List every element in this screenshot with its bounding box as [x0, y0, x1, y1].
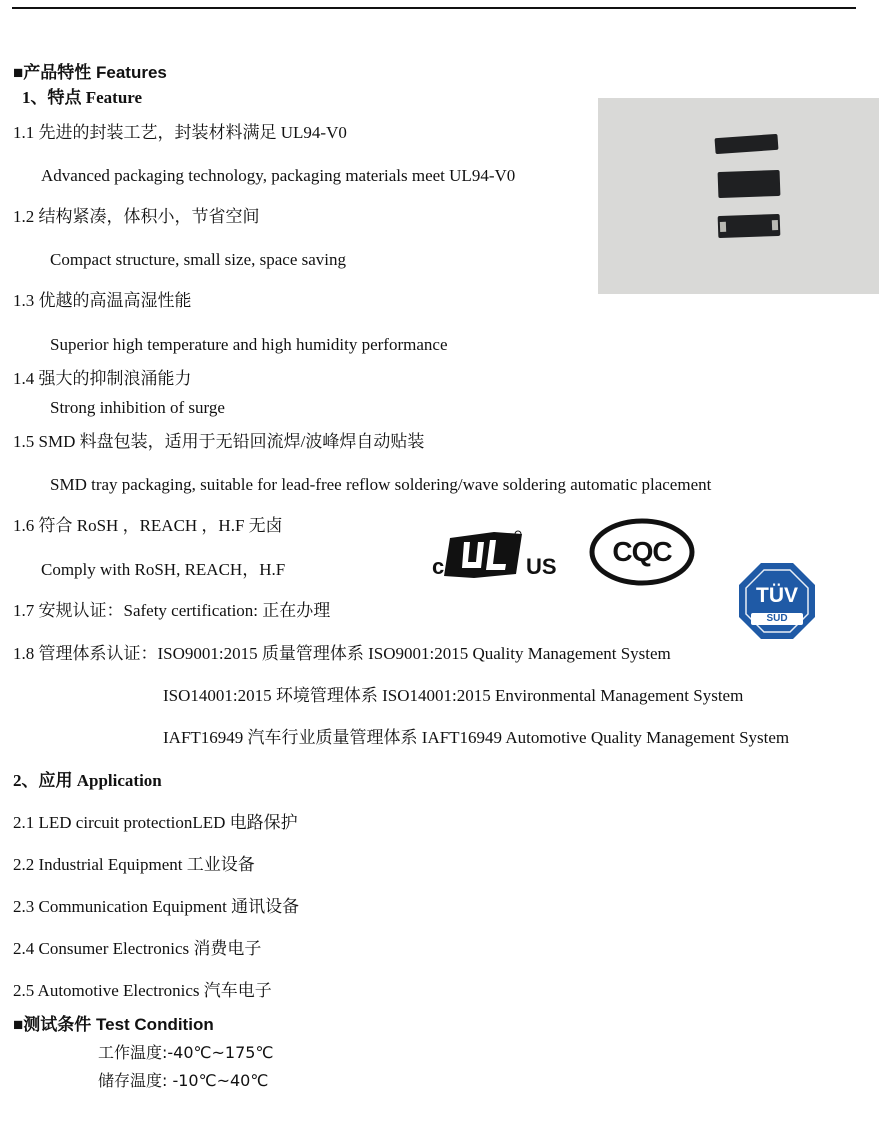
feature-subheading: 1、特点 Feature	[22, 88, 143, 107]
application-3: 2.3 Communication Equipment 通讯设备	[13, 897, 300, 916]
tuv-label: TÜV	[756, 584, 798, 607]
component-3	[718, 214, 781, 238]
tuv-sud-label: SÜD	[766, 613, 788, 624]
storage-temperature: 储存温度: -10℃~40℃	[98, 1071, 269, 1090]
header-rule	[12, 7, 856, 9]
feature-3-cn: 1.3 优越的高温高湿性能	[13, 291, 192, 310]
features-heading: ■产品特性 Features	[13, 63, 167, 82]
feature-4-cn: 1.4 强大的抑制浪涌能力	[13, 369, 192, 388]
feature-2-cn: 1.2 结构紧凑，体积小，节省空间	[13, 207, 260, 226]
operating-temperature: 工作温度:-40℃~175℃	[98, 1043, 274, 1062]
feature-5-cn: 1.5 SMD 料盘包装，适用于无铅回流焊/波峰焊自动贴装	[13, 432, 425, 451]
cqc-logo	[589, 518, 695, 586]
feature-3-en: Superior high temperature and high humidity performance	[50, 335, 448, 354]
feature-5-en: SMD tray packaging, suitable for lead-free reflow soldering/wave soldering automatic placement	[50, 475, 712, 494]
product-photo	[598, 98, 879, 294]
cul-c-label: c	[432, 554, 445, 579]
application-4: 2.4 Consumer Electronics 消费电子	[13, 939, 262, 958]
feature-1-en: Advanced packaging technology, packaging materials meet UL94-V0	[41, 166, 516, 185]
cqc-label: CQC	[612, 536, 672, 567]
mgmt-iso14001: ISO14001:2015 环境管理体系 ISO14001:2015 Environmental Management System	[163, 686, 744, 705]
feature-8-cn: 1.8 管理体系认证：ISO9001:2015 质量管理体系 ISO9001:2015 Quality Management System	[13, 644, 671, 663]
component-2	[718, 170, 781, 198]
feature-4-en: Strong inhibition of surge	[50, 398, 225, 417]
feature-6-en: Comply with RoSH, REACH，H.F	[41, 560, 286, 579]
cul-us-label: US	[526, 554, 557, 579]
test-condition-heading: ■测试条件 Test Condition	[13, 1015, 214, 1034]
feature-1-cn: 1.1 先进的封装工艺，封装材料满足 UL94-V0	[13, 123, 347, 142]
mgmt-iaft16949: IAFT16949 汽车行业质量管理体系 IAFT16949 Automotive Quality Management System	[163, 728, 790, 747]
feature-6-cn: 1.6 符合 RoSH ，REACH ，H.F 无卤	[13, 516, 283, 535]
feature-2-en: Compact structure, small size, space saving	[50, 250, 346, 269]
application-2: 2.2 Industrial Equipment 工业设备	[13, 855, 255, 874]
application-1: 2.1 LED circuit protectionLED 电路保护	[13, 813, 298, 832]
cul-us-logo	[430, 528, 555, 582]
application-subheading: 2、应用 Application	[13, 771, 162, 790]
component-1	[715, 134, 779, 154]
tuv-sud-logo	[737, 561, 817, 641]
feature-7-cn: 1.7 安规认证：Safety certification: 正在办理	[13, 601, 331, 620]
application-5: 2.5 Automotive Electronics 汽车电子	[13, 981, 272, 1000]
